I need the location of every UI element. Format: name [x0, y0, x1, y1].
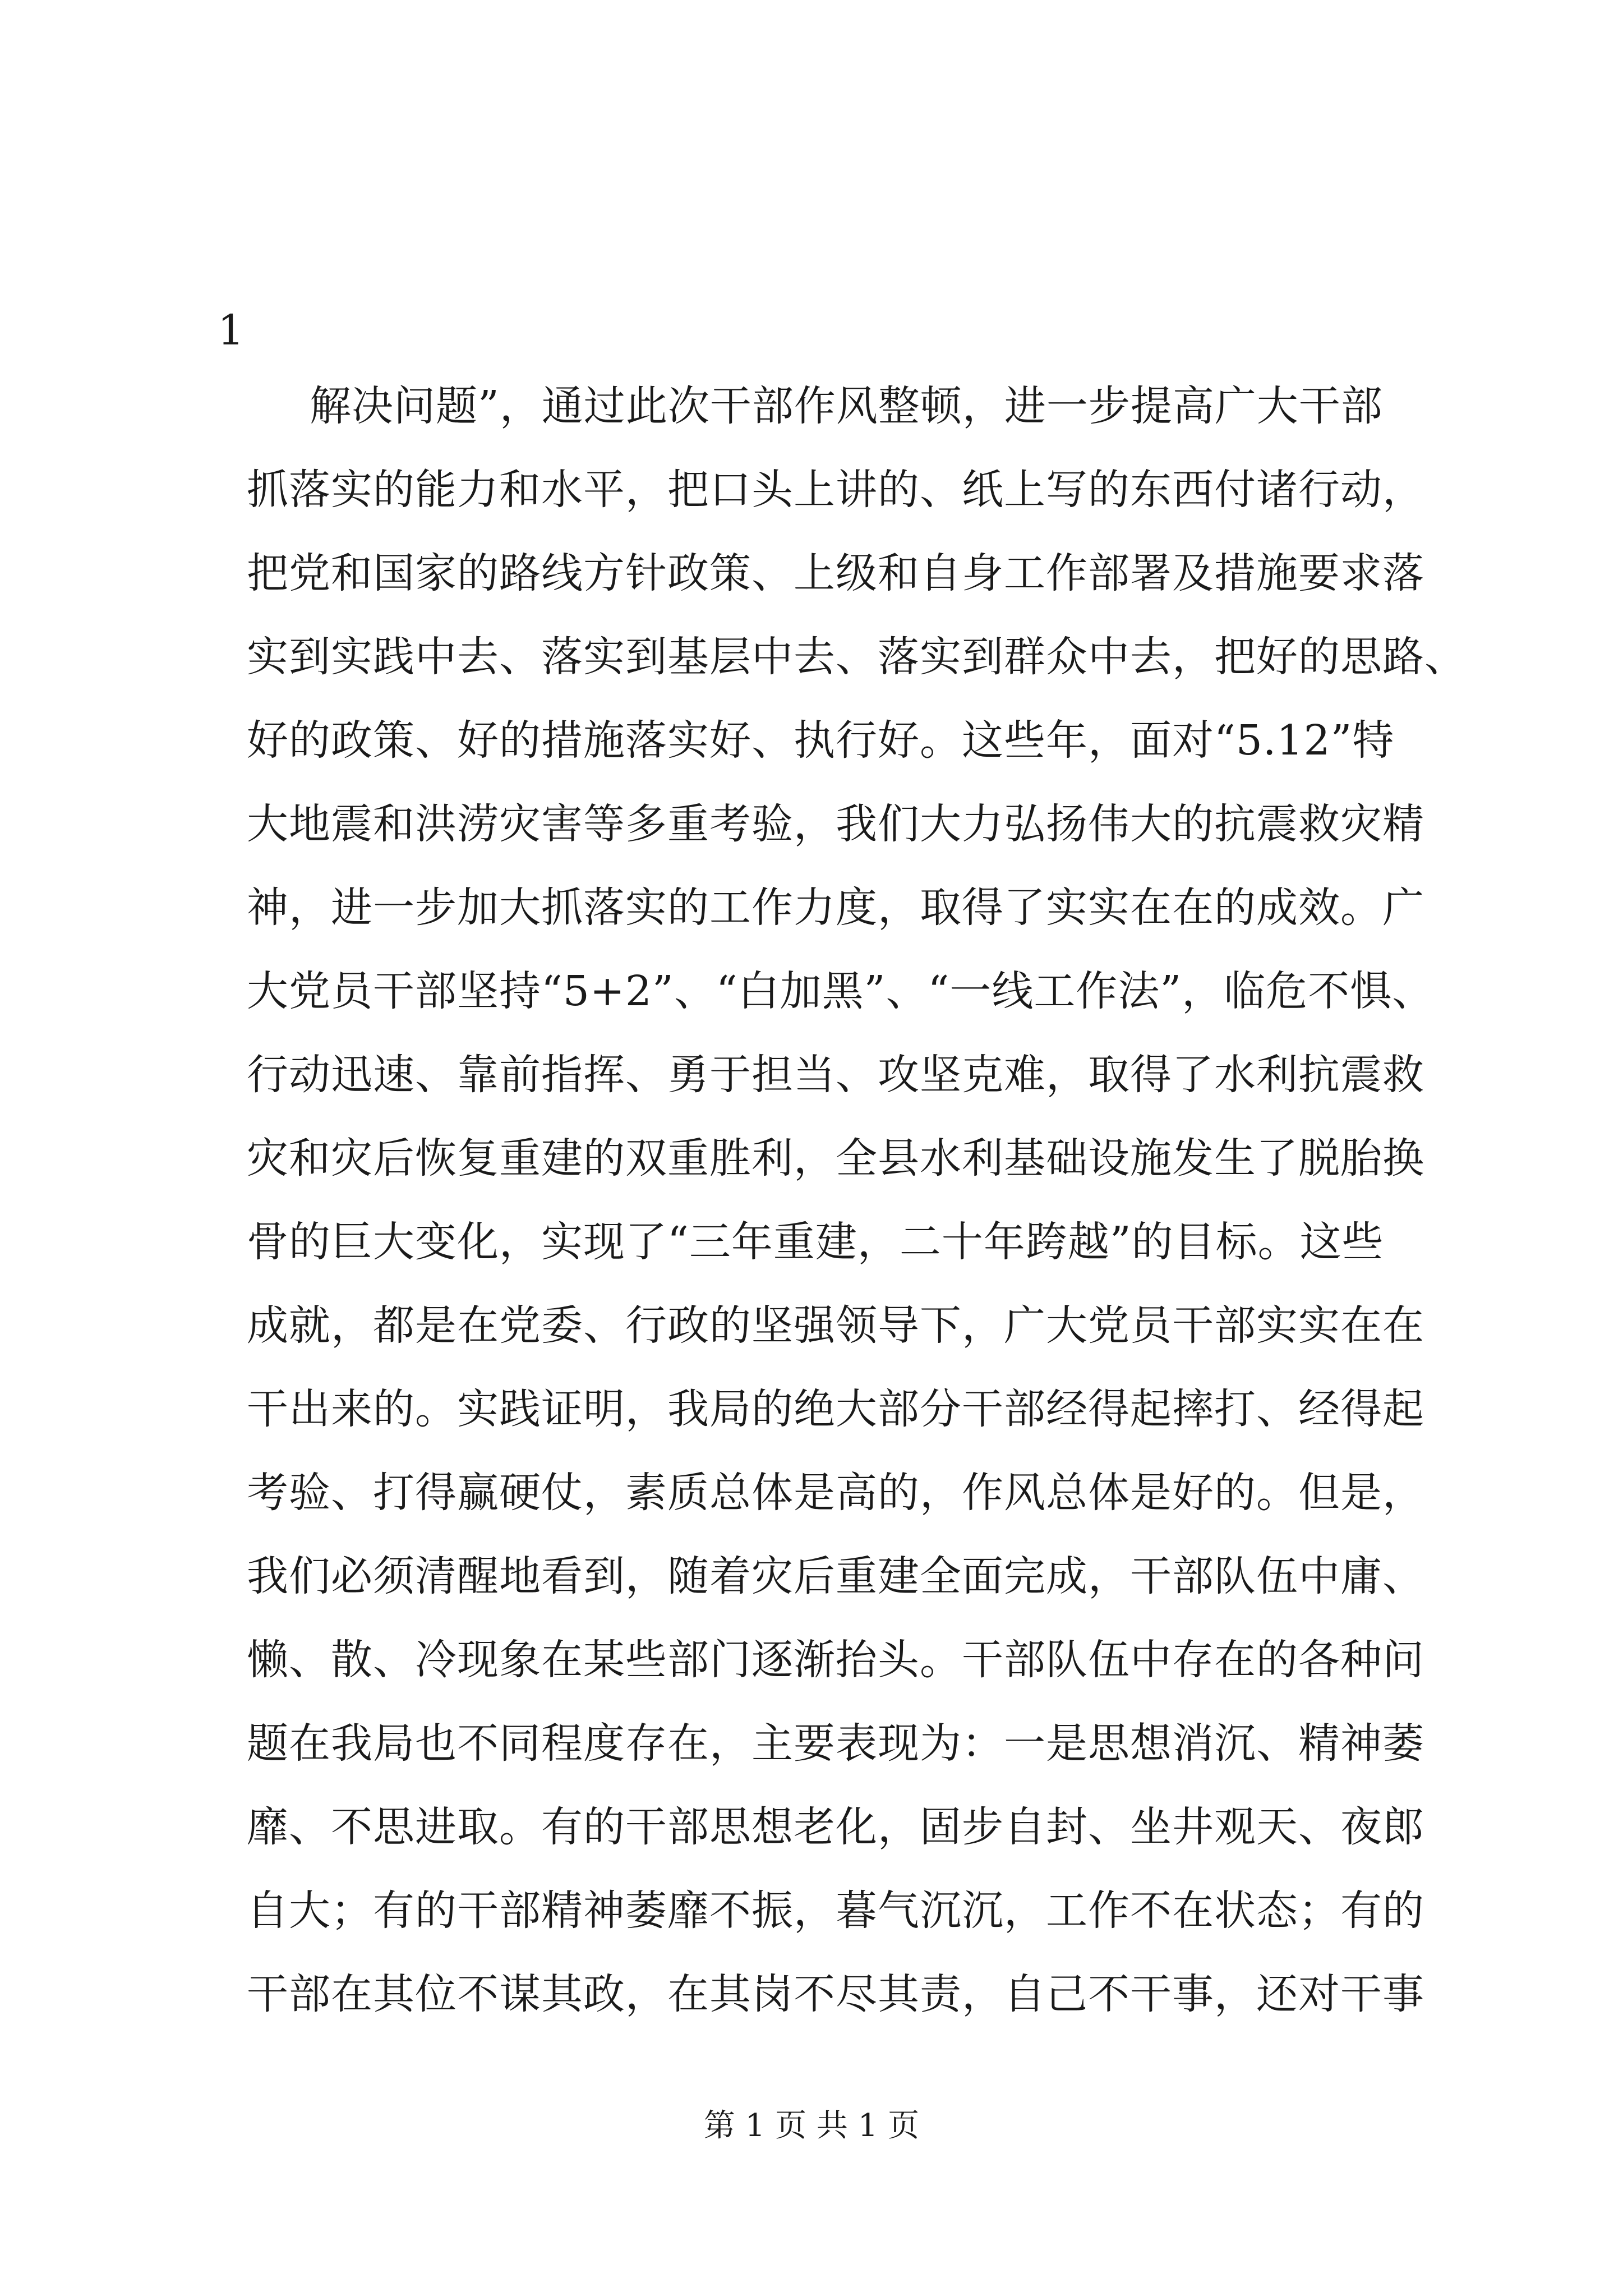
text-line: 骨的巨大变化，实现了“三年重建，二十年跨越”的目标。这些: [247, 1218, 1384, 1266]
text-line: 把党和国家的路线方针政策、上级和自身工作部署及措施要求落: [247, 549, 1424, 597]
text-line: 灾和灾后恢复重建的双重胜利，全县水利基础设施发生了脱胎换: [247, 1134, 1424, 1182]
text-line: 我们必须清醒地看到，随着灾后重建全面完成，干部队伍中庸、: [247, 1552, 1424, 1600]
text-line: 实到实践中去、落实到基层中去、落实到群众中去，把好的思路、: [247, 633, 1467, 681]
text-line: 大地震和洪涝灾害等多重考验，我们大力弘扬伟大的抗震救灾精: [247, 800, 1424, 848]
page-footer: 第 1 页 共 1 页: [703, 2108, 920, 2144]
text-line: 自大；有的干部精神萎靡不振，暮气沉沉，工作不在状态；有的: [247, 1887, 1424, 1935]
text-line: 干出来的。实践证明，我局的绝大部分干部经得起摔打、经得起: [247, 1385, 1424, 1433]
text-line: 靡、不思进取。有的干部思想老化，固步自封、坐井观天、夜郎: [247, 1803, 1424, 1851]
text-line: 干部在其位不谋其政，在其岗不尽其责，自己不干事，还对干事: [247, 1970, 1424, 2018]
text-line: 解决问题”，通过此次干部作风整顿，进一步提高广大干部: [310, 382, 1383, 430]
text-line: 懒、散、冷现象在某些部门逐渐抬头。干部队伍中存在的各种问: [247, 1636, 1424, 1684]
text-line: 成就，都是在党委、行政的坚强领导下，广大党员干部实实在在: [247, 1301, 1424, 1350]
text-line: 题在我局也不同程度存在，主要表现为：一是思想消沉、精神萎: [247, 1719, 1424, 1768]
text-line: 行动迅速、靠前指挥、勇于担当、攻坚克难，取得了水利抗震救: [247, 1051, 1424, 1099]
body-text: [247, 365, 1467, 2036]
text-line: 大党员干部坚持“5+2”、“白加黑”、“一线工作法”，临危不惧、: [247, 967, 1435, 1015]
text-line: 好的政策、好的措施落实好、执行好。这些年，面对“5.12”特: [247, 716, 1395, 765]
page-marker: 1: [218, 306, 245, 355]
text-line: 抓落实的能力和水平，把口头上讲的、纸上写的东西付诸行动，: [247, 466, 1424, 514]
text-line: 神，进一步加大抓落实的工作力度，取得了实实在在的成效。广: [247, 884, 1424, 932]
text-line: 考验、打得赢硬仗，素质总体是高的，作风总体是好的。但是，: [247, 1469, 1424, 1517]
